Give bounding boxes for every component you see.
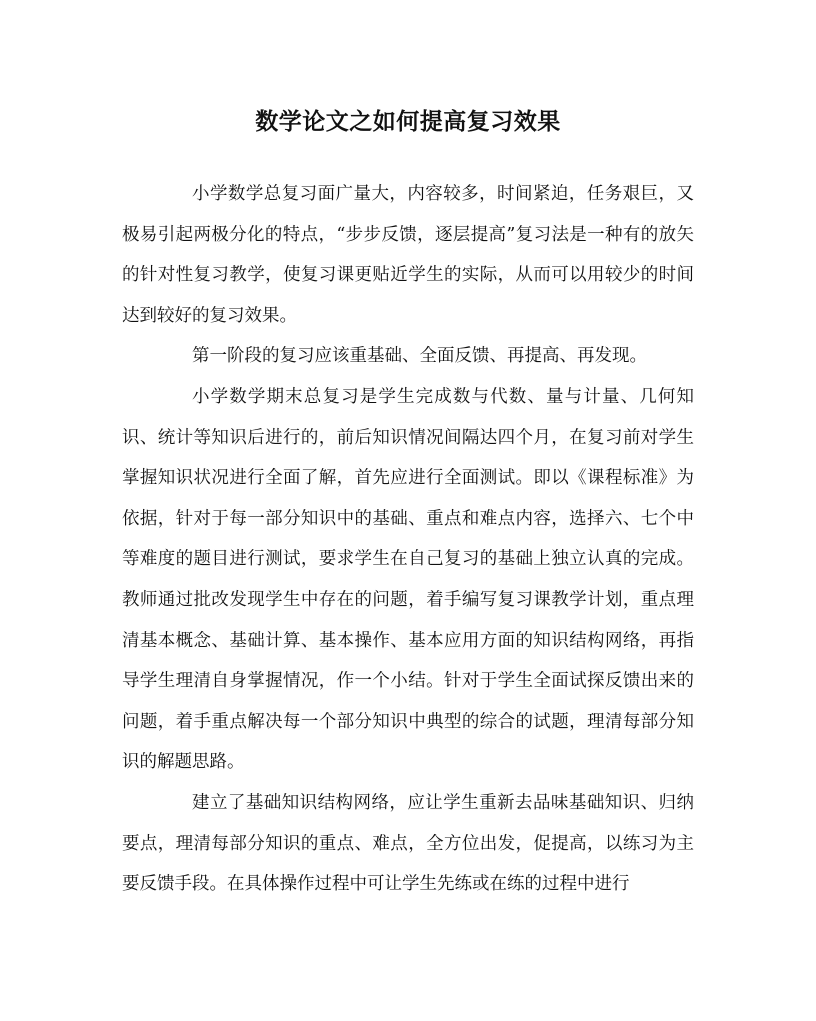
paragraph-intro: 小学数学总复习面广量大，内容较多，时间紧迫，任务艰巨，又极易引起两极分化的特点，“步步反馈，逐层提高”复习法是一种有的放矢的针对性复习教学，使复习课更贴近学生的实际，从而可以用较少的时间达到较好的复习效果。	[122, 184, 694, 326]
paragraph-final-review: 小学数学期末总复习是学生完成数与代数、量与计量、几何知识、统计等知识后进行的，前后知识情况间隔达四个月，在复习前对学生掌握知识状况进行全面了解，首先应进行全面测试。即以《课程标准》为依据，针对于每一部分知识中的基础、重点和难点内容，选择六、七个中等难度的题目进行测试，要求学生在自己复习的基础上独立认真的完成。教师通过批改发现学生中存在的问题，着手编写复习课教学计划，重点理清基本概念、基础计算、基本操作、基本应用方面的知识结构网络，再指导学生理清自身掌握情况，作一个小结。针对于学生全面试探反馈出来的问题，着手重点解决每一个部分知识中典型的综合的试题，理清每部分知识的解题思路。	[122, 386, 694, 773]
document-body	[122, 174, 694, 905]
document-title: 数学论文之如何提高复习效果	[255, 108, 561, 135]
paragraph-stage-one: 第一阶段的复习应该重基础、全面反馈、再提高、再发现。	[192, 346, 647, 367]
paragraph-knowledge-network: 建立了基础知识结构网络，应让学生重新去品味基础知识、归纳要点，理清每部分知识的重点、难点，全方位出发，促提高，以练习为主要反馈手段。在具体操作过程中可让学生先练或在练的过程中进行	[122, 792, 694, 895]
